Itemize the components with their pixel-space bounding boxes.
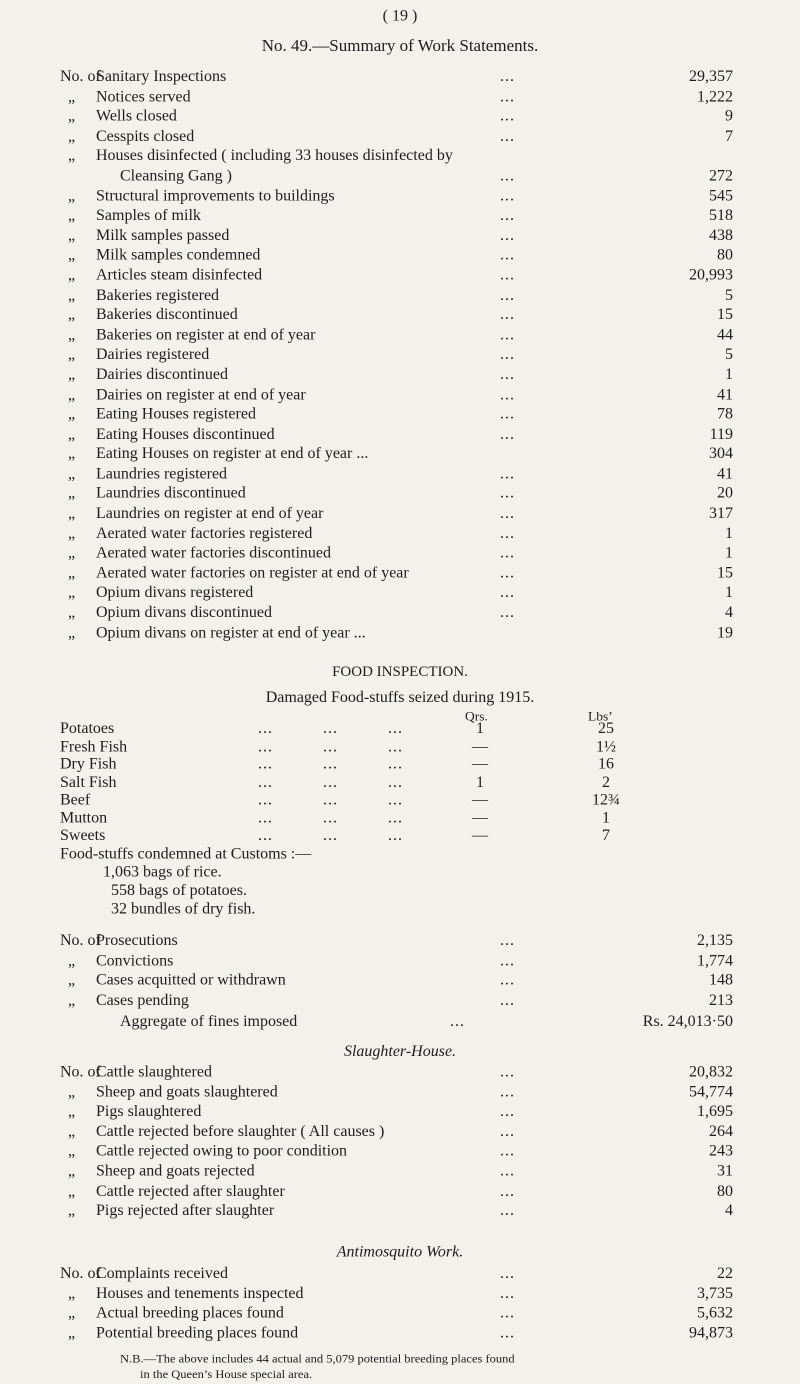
row-label: Cases pending (96, 992, 189, 1009)
row-value: 119 (709, 425, 733, 443)
ditto-mark: „ (68, 147, 76, 165)
summary-row (0, 365, 800, 385)
row-value: 272 (709, 167, 733, 185)
ditto-mark: „ (68, 584, 76, 602)
leader-dots: ... (500, 1182, 515, 1200)
ditto-mark: „ (68, 1202, 76, 1220)
customs-item: 558 bags of potatoes. (111, 882, 247, 899)
leader-dots: ... (500, 1083, 515, 1100)
row-label: Opium divans discontinued (96, 604, 272, 622)
ditto-mark: „ (68, 952, 76, 969)
leader-dots: ... (500, 406, 515, 423)
row-value: 438 (709, 227, 733, 244)
leader-dots: ... (500, 604, 515, 622)
row-label: Eating Houses on register at end of year ... (96, 445, 369, 463)
food-qrs: 1 (476, 720, 484, 737)
leader-dots: ... (500, 88, 515, 105)
leader-dots: ... (500, 108, 515, 125)
leader-dots: ... (500, 1123, 515, 1140)
leader-dots: ... (500, 992, 515, 1009)
customs-item: 1,063 bags of rice. (103, 864, 222, 881)
food-name: Salt Fish (60, 773, 117, 791)
leader-dots: ... ... ... (258, 809, 403, 827)
summary-row (0, 266, 800, 286)
ditto-mark: „ (68, 1305, 76, 1322)
leader-dots: ... ... ... (258, 720, 403, 737)
leader-dots: ... ... ... (258, 738, 403, 755)
ditto-mark: „ (68, 545, 76, 562)
row-label: Actual breeding places found (96, 1305, 284, 1322)
row-label: Prosecutions (96, 932, 178, 949)
summary-row (0, 107, 800, 127)
leader-dots: ... (500, 207, 515, 224)
row-label: Structural improvements to buildings (96, 187, 335, 205)
row-label: Bakeries discontinued (96, 306, 238, 324)
row-label: Cattle rejected before slaughter ( All causes ) (96, 1123, 385, 1140)
summary-row (0, 1162, 800, 1182)
leader-dots: ... (500, 584, 515, 602)
food-qrs: — (472, 827, 488, 844)
row-value: 148 (709, 972, 733, 989)
note-line: N.B.—The above includes 44 actual and 5,079 potential breeding places found (120, 1352, 515, 1366)
food-row (0, 827, 800, 845)
lbs-column-header: Lbs’ (588, 708, 613, 724)
ditto-mark: „ (68, 88, 76, 105)
leader-dots: ... (500, 247, 515, 264)
summary-row (0, 445, 800, 465)
row-value: 22 (717, 1265, 733, 1282)
row-value: 1,695 (697, 1103, 733, 1120)
leader-dots: ... (500, 425, 515, 443)
customs-item: 32 bundles of dry fish. (111, 900, 256, 918)
row-value: 9 (725, 108, 733, 125)
row-label: Potential breeding places found (96, 1324, 299, 1342)
row-value: 5,632 (697, 1305, 733, 1322)
leader-dots: ... ... ... (258, 827, 403, 844)
food-lbs: 12¾ (592, 791, 620, 809)
row-label: Pigs rejected after slaughter (96, 1202, 275, 1220)
row-label: Samples of milk (96, 207, 201, 224)
row-label: Sanitary Inspections (96, 68, 227, 85)
slaughter-house-heading: Slaughter-House. (343, 1043, 457, 1060)
leader-dots: ... (500, 485, 515, 502)
aggregate-dots: ... (450, 1013, 465, 1030)
summary-row (0, 1202, 800, 1222)
prosecutions-section (0, 932, 800, 1011)
row-value: 20,993 (689, 267, 733, 284)
food-qrs: — (472, 738, 488, 755)
leader-dots: ... (500, 68, 515, 85)
summary-row-continuation (0, 167, 800, 187)
row-label: Milk samples passed (96, 227, 230, 244)
note-line: in the Queen’s House special area. (140, 1367, 313, 1382)
ditto-mark: „ (68, 604, 76, 622)
leader-dots: ... (500, 366, 515, 383)
row-value: 80 (717, 247, 733, 264)
row-value: 4 (725, 604, 733, 622)
antimosquito-heading: Antimosquito Work. (336, 1244, 464, 1261)
summary-row (0, 87, 800, 107)
ditto-mark: „ (68, 406, 76, 423)
summary-row (0, 584, 800, 604)
row-prefix: No. of (60, 1265, 101, 1282)
row-value: 264 (709, 1123, 733, 1140)
row-value: 4 (725, 1202, 733, 1220)
food-lbs: 16 (598, 756, 614, 773)
food-name: Fresh Fish (60, 738, 128, 755)
row-value: 317 (709, 505, 733, 522)
ditto-mark: „ (68, 286, 76, 304)
ditto-mark: „ (68, 227, 76, 244)
leader-dots: ... (500, 972, 515, 989)
food-table (0, 720, 800, 845)
summary-row (0, 971, 800, 991)
page-title: No. 49.—Summary of Work Statements. (261, 36, 539, 55)
page-number: ( 19 ) (382, 7, 418, 25)
summary-row (0, 127, 800, 147)
summary-row (0, 544, 800, 564)
leader-dots: ... (500, 346, 515, 363)
row-value: 5 (725, 346, 733, 363)
row-label: Aerated water factories on register at end of year (96, 564, 409, 582)
leader-dots: ... (500, 306, 515, 324)
row-value: 94,873 (689, 1324, 733, 1342)
summary-row (0, 1142, 800, 1162)
summary-row (0, 246, 800, 266)
row-label: Opium divans registered (96, 584, 254, 602)
leader-dots: ... (500, 545, 515, 562)
summary-row (0, 624, 800, 644)
leader-dots: ... (500, 267, 515, 284)
summary-row (0, 286, 800, 306)
row-label: Cattle rejected owing to poor condition (96, 1143, 348, 1160)
row-value: 3,735 (697, 1285, 733, 1302)
row-value: 5 (725, 286, 733, 304)
ditto-mark: „ (68, 525, 76, 542)
ditto-mark: „ (68, 1103, 76, 1120)
row-label: Dairies on register at end of year (96, 386, 306, 403)
leader-dots: ... ... ... (258, 756, 403, 773)
food-row (0, 792, 800, 810)
leader-dots: ... (500, 932, 515, 949)
ditto-mark: „ (68, 425, 76, 443)
row-value: 15 (717, 564, 733, 582)
food-lbs: 25 (598, 720, 614, 737)
summary-row (0, 1122, 800, 1142)
summary-row (0, 68, 800, 88)
leader-dots: ... (500, 465, 515, 483)
ditto-mark: „ (68, 187, 76, 205)
row-label: Sheep and goats slaughtered (96, 1083, 278, 1100)
leader-dots: ... (500, 1285, 515, 1302)
slaughter-section (0, 1063, 800, 1222)
ditto-mark: „ (68, 445, 76, 463)
ditto-mark: „ (68, 267, 76, 284)
row-value: 31 (717, 1163, 733, 1180)
ditto-mark: „ (68, 624, 76, 641)
summary-row (0, 1102, 800, 1122)
leader-dots: ... (500, 227, 515, 244)
row-label: Bakeries on register at end of year (96, 326, 316, 344)
ditto-mark: „ (68, 1083, 76, 1100)
row-label: Notices served (96, 88, 191, 105)
food-row (0, 720, 800, 738)
row-value: 1 (725, 525, 733, 542)
ditto-mark: „ (68, 247, 76, 264)
leader-dots: ... (500, 1305, 515, 1322)
row-label: Wells closed (96, 108, 177, 125)
row-value: 1 (725, 366, 733, 383)
antimosquito-section (0, 1264, 800, 1380)
food-name: Sweets (60, 827, 106, 844)
food-lbs: 1 (602, 809, 610, 827)
summary-row (0, 564, 800, 584)
row-label: Milk samples condemned (96, 247, 261, 264)
summary-row (0, 187, 800, 207)
summary-row (0, 346, 800, 366)
row-label: Houses and tenements inspected (96, 1285, 304, 1302)
ditto-mark: „ (68, 326, 76, 344)
leader-dots: ... (500, 564, 515, 582)
row-label: Aerated water factories discontinued (96, 545, 332, 562)
summary-row (0, 485, 800, 505)
summary-row (0, 1083, 800, 1103)
leader-dots: ... (500, 167, 515, 185)
leader-dots: ... (500, 525, 515, 542)
ditto-mark: „ (68, 128, 76, 145)
row-label: Laundries on register at end of year (96, 505, 324, 522)
leader-dots: ... ... ... (258, 791, 403, 809)
row-label: Eating Houses discontinued (96, 425, 275, 443)
leader-dots: ... (500, 1063, 515, 1081)
row-prefix: No. of (60, 932, 101, 949)
leader-dots: ... (500, 286, 515, 304)
ditto-mark: „ (68, 1123, 76, 1140)
row-label: Cattle rejected after slaughter (96, 1182, 285, 1200)
customs-label: Food-stuffs condemned at Customs :— (60, 845, 312, 863)
antimosquito-note (0, 1344, 800, 1381)
row-label: Articles steam disinfected (96, 267, 263, 284)
ditto-mark: „ (68, 564, 76, 582)
food-name: Potatoes (60, 720, 115, 737)
ditto-mark: „ (68, 1163, 76, 1180)
summary-row (0, 504, 800, 524)
row-prefix: No. of (60, 1063, 101, 1081)
row-value: 80 (717, 1182, 733, 1200)
ditto-mark: „ (68, 207, 76, 224)
row-value: 19 (717, 624, 733, 641)
row-value: 304 (709, 445, 733, 463)
row-label: Opium divans on register at end of year ... (96, 624, 366, 641)
ditto-mark: „ (68, 485, 76, 502)
row-value: 213 (709, 992, 733, 1009)
ditto-mark: „ (68, 1285, 76, 1302)
food-lbs: 2 (602, 773, 610, 791)
summary-row (0, 226, 800, 246)
row-value: 243 (709, 1143, 733, 1160)
row-label: Laundries discontinued (96, 485, 246, 502)
summary-row (0, 207, 800, 227)
row-value: 7 (725, 128, 733, 145)
aggregate-fines-label: Aggregate of fines imposed (120, 1013, 298, 1030)
row-label: Bakeries registered (96, 286, 220, 304)
leader-dots: ... (500, 1163, 515, 1180)
leader-dots: ... ... ... (258, 773, 403, 791)
summary-row (0, 405, 800, 425)
summary-row (0, 604, 800, 624)
row-value: 15 (717, 306, 733, 324)
row-label: Dairies registered (96, 346, 210, 363)
summary-row (0, 147, 800, 167)
row-label: Laundries registered (96, 465, 228, 483)
leader-dots: ... (500, 1103, 515, 1120)
ditto-mark: „ (68, 1182, 76, 1200)
ditto-mark: „ (68, 366, 76, 383)
row-value: 1 (725, 584, 733, 602)
row-value: 41 (717, 386, 733, 403)
food-row (0, 810, 800, 828)
food-row (0, 774, 800, 792)
summary-row (0, 465, 800, 485)
ditto-mark: „ (68, 505, 76, 522)
summary-row (0, 1063, 800, 1083)
row-value: 29,357 (689, 68, 733, 85)
row-value: 41 (717, 465, 733, 483)
food-row (0, 756, 800, 774)
food-qrs: — (472, 756, 488, 773)
summary-row (0, 951, 800, 971)
summary-row (0, 1324, 800, 1344)
qrs-column-header: Qrs. (465, 708, 488, 724)
row-label: Cattle slaughtered (96, 1063, 212, 1081)
row-value: 20 (717, 485, 733, 502)
row-label: Sheep and goats rejected (96, 1163, 255, 1180)
food-lbs: 1½ (596, 738, 616, 755)
summary-row (0, 932, 800, 952)
ditto-mark: „ (68, 108, 76, 125)
summary-row (0, 991, 800, 1011)
ditto-mark: „ (68, 1324, 76, 1342)
leader-dots: ... (500, 326, 515, 344)
row-label-continuation: Cleansing Gang ) (120, 167, 232, 185)
summary-row (0, 326, 800, 346)
row-label: Houses disinfected ( including 33 houses disinfected by (96, 147, 453, 165)
aggregate-fines-value: Rs. 24,013·50 (642, 1013, 733, 1030)
row-label: Aerated water factories registered (96, 525, 313, 542)
row-value: 44 (717, 326, 733, 344)
row-label: Cesspits closed (96, 128, 195, 145)
food-qrs: — (472, 791, 488, 809)
ditto-mark: „ (68, 386, 76, 403)
leader-dots: ... (500, 1202, 515, 1220)
leader-dots: ... (500, 952, 515, 969)
food-subheading: Damaged Food-stuffs seized during 1915. (265, 689, 535, 706)
row-value: 20,832 (689, 1063, 733, 1081)
row-value: 518 (709, 207, 733, 224)
ditto-mark: „ (68, 1143, 76, 1160)
food-name: Mutton (60, 809, 108, 827)
summary-row (0, 1182, 800, 1202)
summary-row (0, 1264, 800, 1284)
row-label: Eating Houses registered (96, 406, 256, 423)
row-value: 78 (717, 406, 733, 423)
row-value: 1,222 (697, 88, 733, 105)
row-value: 54,774 (689, 1083, 733, 1100)
row-label: Cases acquitted or withdrawn (96, 972, 286, 989)
row-value: 1 (725, 545, 733, 562)
row-value: 2,135 (697, 932, 733, 949)
food-qrs: 1 (476, 773, 484, 791)
summary-row (0, 425, 800, 445)
row-label: Dairies discontinued (96, 366, 228, 383)
leader-dots: ... (500, 1324, 515, 1342)
row-label: Complaints received (96, 1265, 228, 1282)
ditto-mark: „ (68, 346, 76, 363)
leader-dots: ... (500, 386, 515, 403)
leader-dots: ... (500, 187, 515, 205)
summary-row (0, 306, 800, 326)
ditto-mark: „ (68, 992, 76, 1009)
food-name: Beef (60, 791, 91, 809)
food-row (0, 738, 800, 756)
ditto-mark: „ (68, 306, 76, 324)
summary-row (0, 524, 800, 544)
food-qrs: — (472, 809, 488, 827)
summary-row (0, 1304, 800, 1324)
leader-dots: ... (500, 1143, 515, 1160)
food-inspection-heading: FOOD INSPECTION. (332, 664, 468, 680)
row-value: 545 (709, 187, 733, 205)
leader-dots: ... (500, 1265, 515, 1282)
summary-row (0, 1284, 800, 1304)
food-lbs: 7 (602, 827, 610, 844)
row-label: Pigs slaughtered (96, 1103, 202, 1120)
summary-row (0, 385, 800, 405)
ditto-mark: „ (68, 972, 76, 989)
food-name: Dry Fish (60, 756, 117, 773)
leader-dots: ... (500, 128, 515, 145)
row-value: 1,774 (697, 952, 733, 969)
sanitary-section (0, 68, 800, 644)
row-prefix: No. of (60, 68, 101, 85)
leader-dots: ... (500, 505, 515, 522)
row-label: Convictions (96, 952, 174, 969)
ditto-mark: „ (68, 465, 76, 483)
